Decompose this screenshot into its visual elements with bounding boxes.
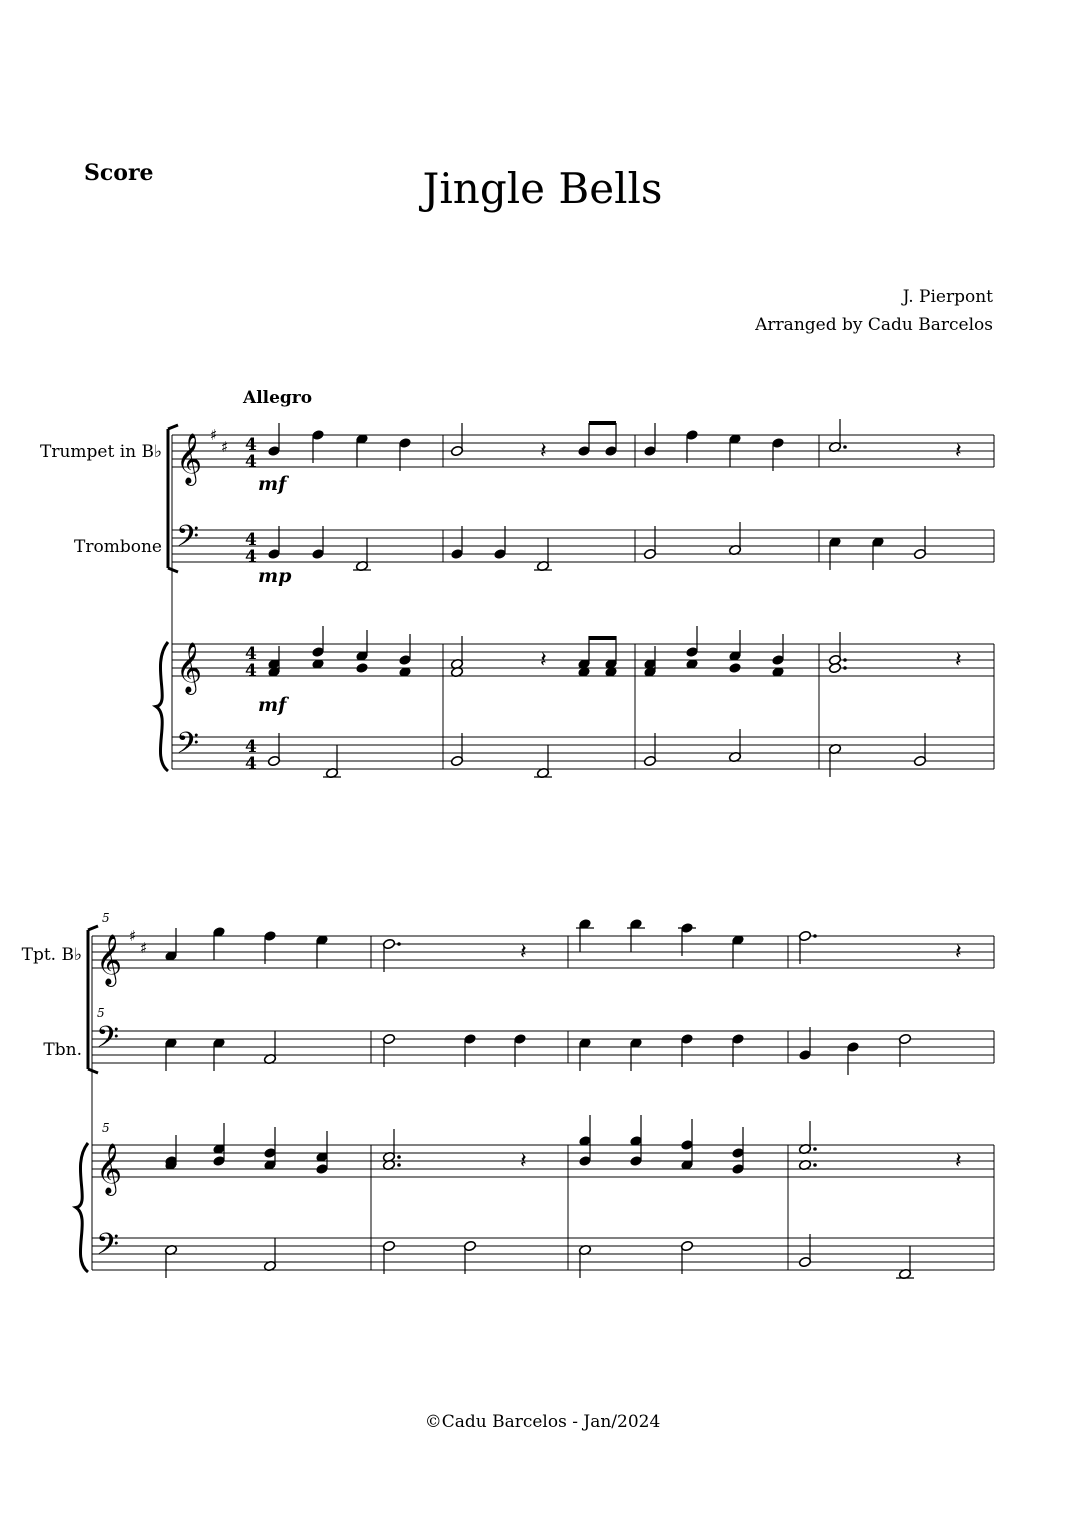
beam — [589, 636, 616, 640]
treble-clef-icon: 𝄞 — [96, 1143, 123, 1194]
sharp-icon: ♯ — [210, 426, 218, 444]
time-signature: 4 — [245, 547, 257, 567]
dot — [813, 1147, 817, 1151]
treble-clef-icon: 𝄞 — [176, 433, 203, 484]
sharp-icon: ♯ — [140, 939, 148, 957]
bass-clef-icon: 𝄢 — [96, 1228, 120, 1269]
quarter-rest-icon: 𝄽 — [520, 1149, 527, 1174]
time-signature: 4 — [245, 452, 257, 472]
sharp-icon: ♯ — [221, 438, 229, 456]
note-head — [728, 662, 741, 673]
quarter-rest-icon: 𝄽 — [520, 940, 527, 965]
trumpet-label: Trumpet in B♭ — [39, 442, 162, 462]
quarter-rest-icon: 𝄽 — [540, 439, 547, 464]
measure-number: 5 — [97, 1006, 105, 1020]
measure-number: 5 — [102, 1121, 110, 1135]
piano-brace — [156, 642, 168, 771]
footer-copyright: ©Cadu Barcelos - Jan/2024 — [424, 1412, 661, 1432]
trumpet-dynamic: mf — [258, 473, 287, 495]
treble-clef-icon: 𝄞 — [176, 642, 203, 693]
note-head — [828, 662, 841, 673]
piano-dynamic: mf — [258, 694, 287, 716]
quarter-rest-icon: 𝄽 — [955, 1149, 962, 1174]
time-signature: 4 — [245, 661, 257, 681]
time-signature: 4 — [245, 737, 257, 757]
dot — [397, 1155, 401, 1159]
treble-clef-icon: 𝄞 — [96, 934, 123, 985]
dot — [397, 942, 401, 946]
bass-clef-icon: 𝄢 — [176, 727, 200, 768]
note-head — [355, 662, 368, 673]
time-signature: 4 — [245, 754, 257, 774]
bass-clef-icon: 𝄢 — [176, 520, 200, 561]
piano-brace — [76, 1143, 88, 1272]
quarter-rest-icon: 𝄽 — [540, 648, 547, 673]
dot — [843, 658, 847, 662]
bass-clef-icon: 𝄢 — [96, 1021, 120, 1062]
beam — [589, 421, 616, 425]
time-signature: 4 — [245, 530, 257, 550]
dot — [843, 666, 847, 670]
dot — [843, 445, 847, 449]
trombone-short-label: Tbn. — [43, 1040, 82, 1060]
dot — [813, 1163, 817, 1167]
arranger: Arranged by Cadu Barcelos — [755, 315, 993, 335]
tempo-marking: Allegro — [243, 388, 313, 408]
composer: J. Pierpont — [902, 287, 993, 307]
time-signature: 4 — [245, 435, 257, 455]
measure-number: 5 — [102, 911, 110, 925]
time-signature: 4 — [245, 644, 257, 664]
trombone-label: Trombone — [74, 537, 162, 557]
trumpet-short-label: Tpt. B♭ — [21, 945, 82, 965]
page-title: Jingle Bells — [422, 164, 663, 213]
dot — [397, 1163, 401, 1167]
trombone-dynamic: mp — [258, 565, 292, 587]
quarter-rest-icon: 𝄽 — [955, 940, 962, 965]
sharp-icon: ♯ — [129, 927, 137, 945]
dot — [813, 934, 817, 938]
quarter-rest-icon: 𝄽 — [955, 439, 962, 464]
score-label: Score — [84, 160, 154, 186]
quarter-rest-icon: 𝄽 — [955, 648, 962, 673]
